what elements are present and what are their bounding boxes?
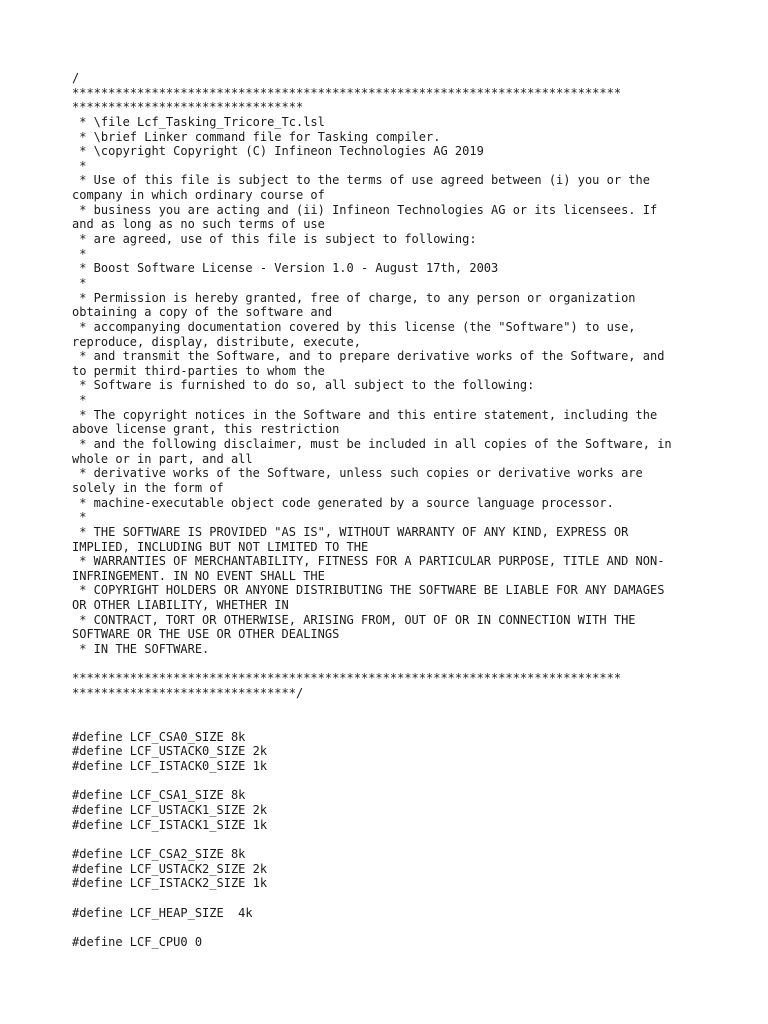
code-line: * Use of this file is subject to the terms of use agreed between (i) you or the <box>72 173 650 188</box>
code-line: #define LCF_HEAP_SIZE 4k <box>72 905 253 920</box>
code-line: company in which ordinary course of <box>72 188 325 203</box>
code-line: * <box>72 275 87 290</box>
code-line: #define LCF_CSA0_SIZE 8k <box>72 729 246 744</box>
code-line: * accompanying documentation covered by this license (the "Software") to use, <box>72 319 636 334</box>
code-line <box>72 715 712 730</box>
code-line: * and the following disclaimer, must be included in all copies of the Software, in <box>72 437 672 452</box>
code-line: #define LCF_ISTACK2_SIZE 1k <box>72 876 268 891</box>
code-line: * are agreed, use of this file is subject to following: <box>72 232 477 247</box>
code-line: above license grant, this restriction <box>72 422 340 437</box>
code-line: #define LCF_CSA1_SIZE 8k <box>72 788 246 803</box>
code-line: **************************************************************************** <box>72 671 622 686</box>
code-line: #define LCF_USTACK2_SIZE 2k <box>72 861 268 876</box>
code-line: to permit third-parties to whom the <box>72 363 325 378</box>
code-line: / <box>72 71 80 85</box>
code-line: * \file Lcf_Tasking_Tricore_Tc.lsl <box>72 114 325 129</box>
code-line <box>72 832 712 847</box>
code-line <box>72 891 712 906</box>
code-line: obtaining a copy of the software and <box>72 305 333 320</box>
code-line: * <box>72 393 87 408</box>
code-line: * Software is furnished to do so, all subject to the following: <box>72 378 535 393</box>
code-line <box>72 774 712 789</box>
code-line: ******************************** <box>72 100 304 115</box>
code-line: whole or in part, and all <box>72 451 253 466</box>
code-line: * and transmit the Software, and to prepare derivative works of the Software, and <box>72 349 665 364</box>
code-line: #define LCF_CSA2_SIZE 8k <box>72 846 246 861</box>
code-line: * <box>72 158 87 173</box>
code-line: * WARRANTIES OF MERCHANTABILITY, FITNESS FOR A PARTICULAR PURPOSE, TITLE AND NON- <box>72 554 665 569</box>
code-line <box>72 920 712 935</box>
source-code-text <box>72 71 712 949</box>
code-line: * business you are acting and (ii) Infineon Technologies AG or its licensees. If <box>72 202 658 217</box>
code-line: and as long as no such terms of use <box>72 217 325 232</box>
code-line: * Boost Software License - Version 1.0 - August 17th, 2003 <box>72 261 499 276</box>
code-line: * COPYRIGHT HOLDERS OR ANYONE DISTRIBUTING THE SOFTWARE BE LIABLE FOR ANY DAMAGES <box>72 583 665 598</box>
code-line: #define LCF_ISTACK0_SIZE 1k <box>72 759 268 774</box>
code-line: * THE SOFTWARE IS PROVIDED "AS IS", WITHOUT WARRANTY OF ANY KIND, EXPRESS OR <box>72 524 629 539</box>
code-line: OR OTHER LIABILITY, WHETHER IN <box>72 598 289 613</box>
code-line: #define LCF_USTACK1_SIZE 2k <box>72 803 268 818</box>
code-line: #define LCF_USTACK0_SIZE 2k <box>72 744 268 759</box>
code-line: * The copyright notices in the Software and this entire statement, including the <box>72 407 658 422</box>
code-line: INFRINGEMENT. IN NO EVENT SHALL THE <box>72 568 325 583</box>
code-line: solely in the form of <box>72 480 224 495</box>
code-line: #define LCF_CPU0 0 <box>72 934 203 949</box>
code-line: reproduce, display, distribute, execute, <box>72 334 361 349</box>
code-line: * IN THE SOFTWARE. <box>72 641 210 656</box>
code-line <box>72 657 712 672</box>
code-line: * machine-executable object code generated by a source language processor. <box>72 495 614 510</box>
code-line: SOFTWARE OR THE USE OR OTHER DEALINGS <box>72 627 340 642</box>
code-line: * <box>72 246 87 261</box>
code-line: * Permission is hereby granted, free of charge, to any person or organization <box>72 290 636 305</box>
code-line: #define LCF_ISTACK1_SIZE 1k <box>72 817 268 832</box>
code-line: **************************************************************************** <box>72 85 622 100</box>
code-line: *******************************/ <box>72 685 304 700</box>
code-line: * derivative works of the Software, unless such copies or derivative works are <box>72 466 643 481</box>
code-line: IMPLIED, INCLUDING BUT NOT LIMITED TO THE <box>72 539 369 554</box>
code-line: * <box>72 510 87 525</box>
code-line <box>72 701 712 716</box>
code-line: * CONTRACT, TORT OR OTHERWISE, ARISING FROM, OUT OF OR IN CONNECTION WITH THE <box>72 612 636 627</box>
code-line: * \brief Linker command file for Tasking compiler. <box>72 129 441 144</box>
code-line: * \copyright Copyright (C) Infineon Technologies AG 2019 <box>72 144 484 159</box>
